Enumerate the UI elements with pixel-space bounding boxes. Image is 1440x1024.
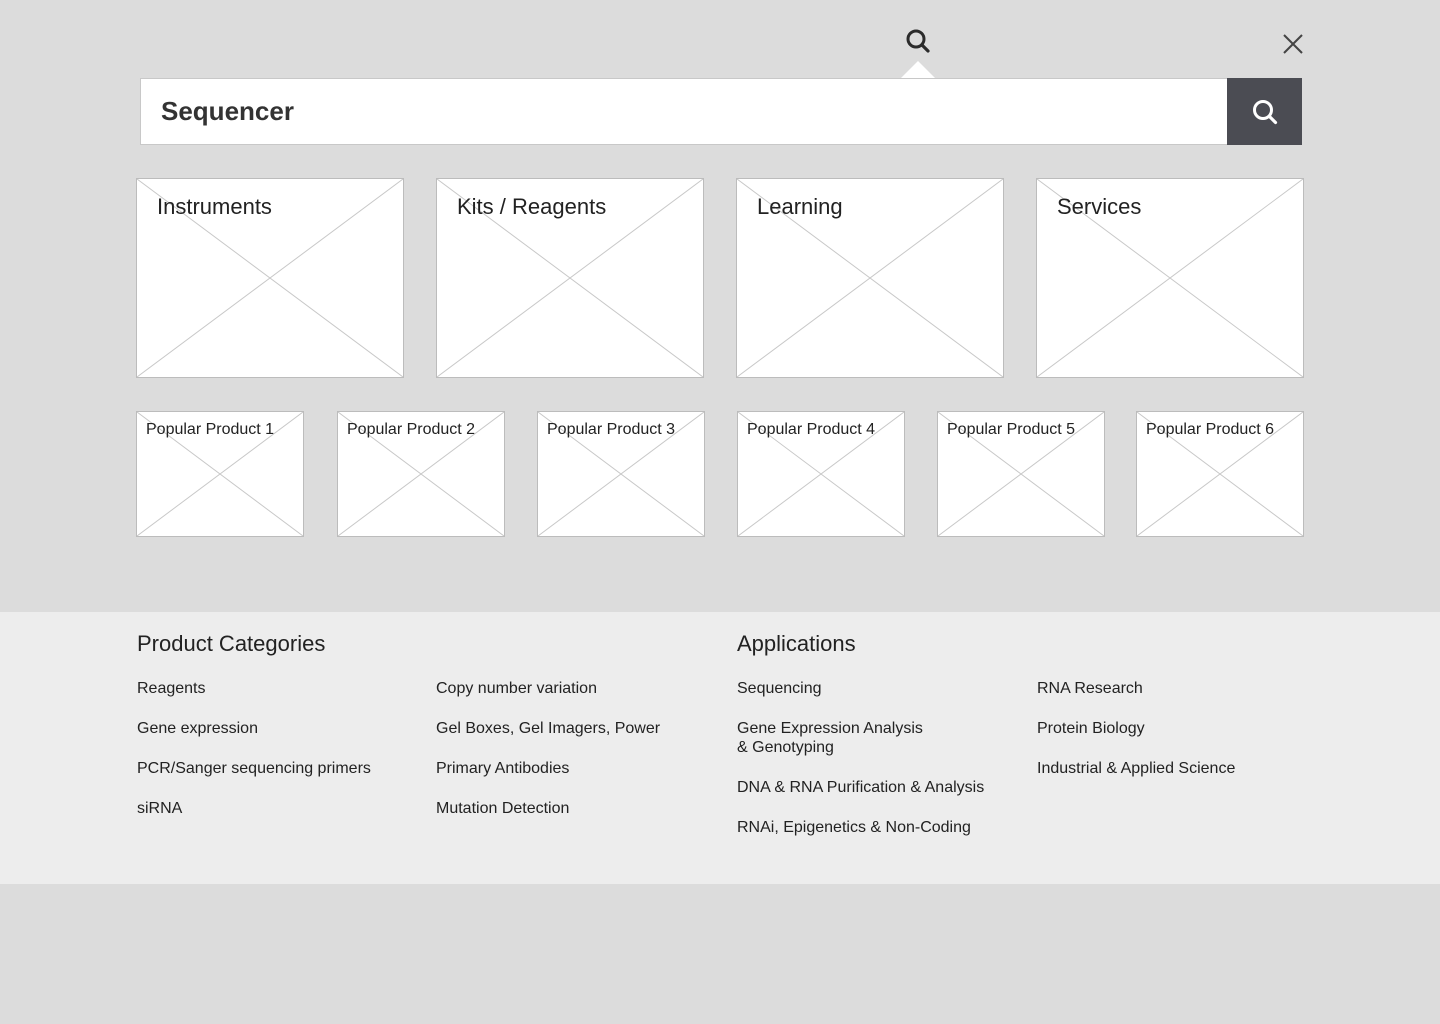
product-category-link[interactable]: Gel Boxes, Gel Imagers, Power <box>436 720 661 737</box>
product-category-link[interactable]: PCR/Sanger sequencing primers <box>137 760 371 777</box>
popular-product-label: Popular Product 4 <box>747 421 876 438</box>
product-category-link[interactable]: Gene expression <box>137 720 258 737</box>
application-link[interactable]: Sequencing <box>737 680 822 697</box>
popular-product-card-4[interactable] <box>737 411 905 537</box>
popular-product-label: Popular Product 5 <box>947 421 1076 438</box>
category-label: Learning <box>757 194 843 219</box>
applications-column-1 <box>737 679 984 858</box>
category-card-kits-reagents[interactable] <box>436 178 704 378</box>
product-categories-column-1 <box>137 679 371 839</box>
category-label: Services <box>1057 194 1142 219</box>
product-category-link[interactable]: Mutation Detection <box>436 800 570 817</box>
popular-product-label: Popular Product 6 <box>1146 421 1275 438</box>
applications-heading: Applications <box>737 631 856 656</box>
application-link[interactable]: Gene Expression Analysis & Genotyping <box>737 720 923 756</box>
product-categories-heading: Product Categories <box>137 631 326 656</box>
search-dropdown-pointer <box>900 61 936 79</box>
product-category-link[interactable]: siRNA <box>137 800 183 817</box>
popular-product-card-6[interactable] <box>1136 411 1304 537</box>
popular-product-card-2[interactable] <box>337 411 505 537</box>
product-categories-column-2 <box>436 679 660 839</box>
application-link[interactable]: Industrial & Applied Science <box>1037 760 1236 777</box>
popular-product-label: Popular Product 2 <box>347 421 476 438</box>
category-label: Instruments <box>157 194 272 219</box>
popular-product-label: Popular Product 3 <box>547 421 676 438</box>
application-link[interactable]: RNA Research <box>1037 680 1143 697</box>
category-card-instruments[interactable] <box>136 178 404 378</box>
product-category-link[interactable]: Reagents <box>137 680 206 697</box>
category-card-services[interactable] <box>1036 178 1304 378</box>
applications-column-2 <box>1037 679 1235 799</box>
category-label: Kits / Reagents <box>457 194 607 219</box>
search-submit-button[interactable] <box>1227 78 1302 145</box>
popular-product-card-5[interactable] <box>937 411 1105 537</box>
search-icon[interactable] <box>903 27 933 57</box>
close-icon[interactable] <box>1280 31 1306 57</box>
search-icon <box>1251 98 1279 126</box>
search-bar <box>140 78 1302 145</box>
product-category-link[interactable]: Copy number variation <box>436 680 597 697</box>
application-link[interactable]: DNA & RNA Purification & Analysis <box>737 779 985 796</box>
application-link[interactable]: RNAi, Epigenetics & Non-Coding <box>737 819 971 836</box>
popular-product-card-3[interactable] <box>537 411 705 537</box>
search-input[interactable] <box>140 78 1227 145</box>
application-link[interactable]: Protein Biology <box>1037 720 1145 737</box>
product-category-link[interactable]: Primary Antibodies <box>436 760 570 777</box>
popular-product-label: Popular Product 1 <box>146 421 275 438</box>
category-card-learning[interactable] <box>736 178 1004 378</box>
popular-product-card-1[interactable] <box>136 411 304 537</box>
